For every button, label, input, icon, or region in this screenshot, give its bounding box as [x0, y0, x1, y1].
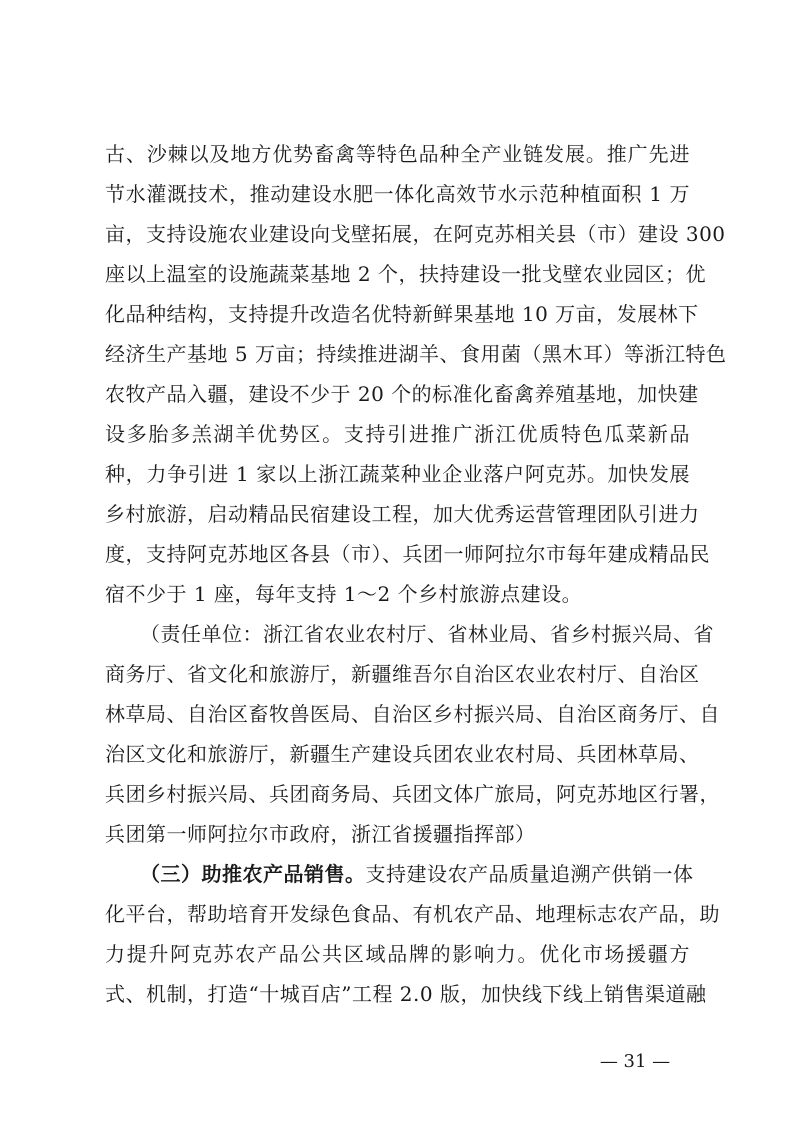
section-heading-line	[140, 860, 694, 888]
responsibility-line: 兵团乡村振兴局、兵团商务局、兵团文体广旅局，阿克苏地区行署，	[105, 782, 720, 806]
page-number: — 31 —	[599, 1051, 671, 1072]
section-heading: （三）助推农产品销售。	[140, 862, 366, 886]
text-line: 经济生产基地 5 万亩；持续推进湖羊、食用菌（黑木耳）等浙江特色	[105, 342, 727, 366]
text-line: 种，力争引进 1 家以上浙江蔬菜种业企业落户阿克苏。加快发展	[105, 462, 690, 486]
responsibility-line: （责任单位：浙江省农业农村厅、省林业局、省乡村振兴局、省	[140, 622, 714, 646]
responsibility-line: 治区文化和旅游厅，新疆生产建设兵团农业农村局、兵团林草局、	[105, 742, 700, 766]
responsibility-line: 商务厅、省文化和旅游厅，新疆维吾尔自治区农业农村厅、自治区	[105, 662, 700, 686]
text-line: 式、机制，打造“十城百店”工程 2.0 版，加快线下线上销售渠道融	[105, 982, 707, 1006]
responsibility-line: 兵团第一师阿拉尔市政府，浙江省援疆指挥部）	[105, 822, 536, 846]
text-line: 座以上温室的设施蔬菜基地 2 个，扶持建设一批戈壁农业园区；优	[105, 262, 706, 286]
text-line: 力提升阿克苏农产品公共区域品牌的影响力。优化市场援疆方	[105, 942, 690, 966]
text-line: 乡村旅游，启动精品民宿建设工程，加大优秀运营管理团队引进力	[105, 502, 700, 526]
text-line: 度，支持阿克苏地区各县（市）、兵团一师阿拉尔市每年建成精品民	[105, 542, 710, 566]
text-line: 亩，支持设施农业建设向戈壁拓展，在阿克苏相关县（市）建设 300	[105, 222, 726, 246]
text-line: 化平台，帮助培育开发绿色食品、有机农产品、地理标志农产品，助	[105, 902, 720, 926]
section-text: 支持建设农产品质量追溯产供销一体	[365, 862, 694, 886]
text-line: 农牧产品入疆，建设不少于 20 个的标准化畜禽养殖基地，加快建	[105, 382, 699, 406]
responsibility-line: 林草局、自治区畜牧兽医局、自治区乡村振兴局、自治区商务厅、自	[105, 702, 720, 726]
text-line: 节水灌溉技术，推动建设水肥一体化高效节水示范种植面积 1 万	[105, 182, 690, 206]
text-line: 化品种结构，支持提升改造名优特新鲜果基地 10 万亩，发展林下	[105, 302, 699, 326]
text-line: 古、沙棘以及地方优势畜禽等特色品种全产业链发展。推广先进	[105, 142, 690, 166]
text-line: 宿不少于 1 座，每年支持 1～2 个乡村旅游点建设。	[105, 582, 583, 606]
text-line: 设多胎多羔湖羊优势区。支持引进推广浙江优质特色瓜菜新品	[105, 422, 690, 446]
